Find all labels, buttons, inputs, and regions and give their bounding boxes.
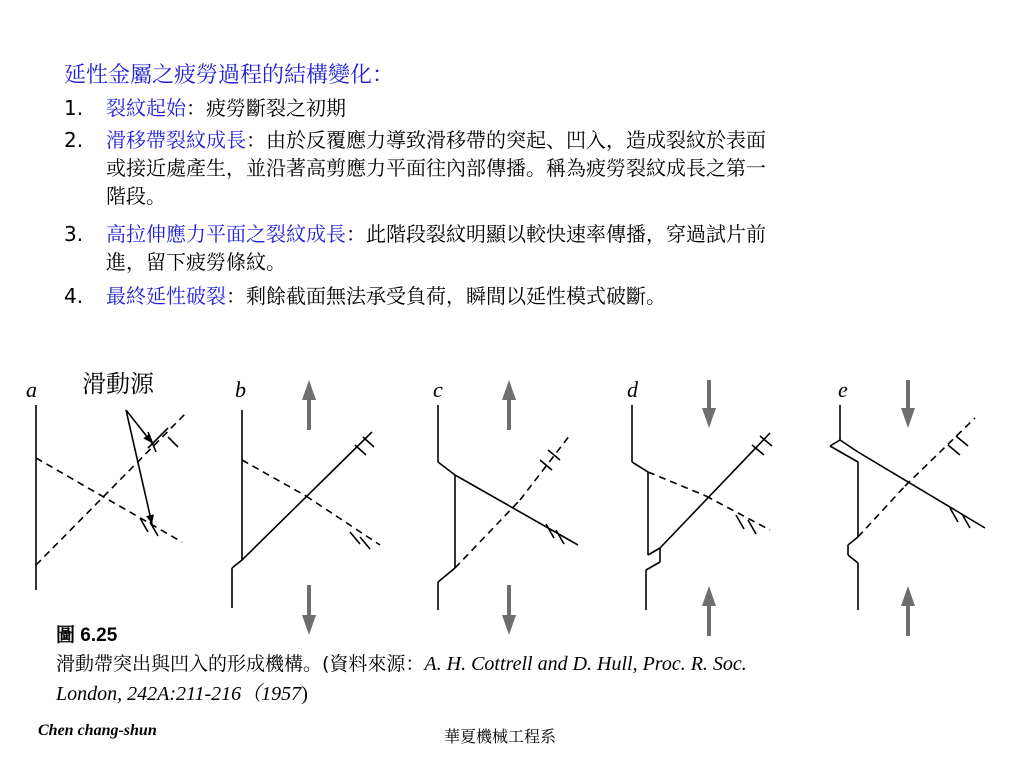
panel-label-b: b <box>235 377 246 402</box>
tension-arrow-down <box>302 585 316 635</box>
panel-e <box>830 405 985 610</box>
item-text: 進，留下疲勞條紋。 <box>106 250 286 274</box>
item-heading: 高拉伸應力平面之裂紋成長 <box>106 222 346 246</box>
panel-d <box>632 405 772 610</box>
slide-title: 延性金屬之疲勞過程的結構變化： <box>64 63 395 88</box>
item-separator: ： <box>226 284 246 308</box>
item-separator: ： <box>246 128 266 152</box>
slip-band-diagram <box>0 360 1024 650</box>
item-text: 由於反覆應力導致滑移帶的突起、凹入，造成裂紋於表面 <box>266 128 766 152</box>
figure-caption-line2 <box>56 680 308 708</box>
panel-label-c: c <box>433 377 443 402</box>
tension-arrow-up <box>502 380 516 430</box>
compression-arrow-down <box>901 380 915 428</box>
compression-arrow-down <box>702 380 716 428</box>
caption-close-paren: ) <box>301 683 308 705</box>
item-number: 1. <box>64 96 84 120</box>
panel-label-d: d <box>627 377 638 402</box>
item-text: 剩餘截面無法承受負荷，瞬間以延性模式破斷。 <box>246 284 666 308</box>
item-text: 疲勞斷裂之初期 <box>206 96 346 120</box>
panel-label-e: e <box>838 377 848 402</box>
caption-citation: A. H. Cottrell and D. Hull, Proc. R. Soc. <box>424 653 747 675</box>
compression-arrow-up <box>901 586 915 636</box>
caption-citation: London, 242A:211-216（1957 <box>56 683 302 705</box>
item-separator: ： <box>186 96 206 120</box>
slip-source-label: 滑動源 <box>82 370 154 398</box>
item-number: 3. <box>64 222 84 246</box>
item-text: 階段。 <box>106 184 166 208</box>
compression-arrow-up <box>702 586 716 636</box>
item-number: 4. <box>64 284 84 308</box>
figure-label: 圖 6.25 <box>56 625 118 646</box>
panel-a <box>36 405 186 590</box>
item-text: 或接近處產生，並沿著高剪應力平面往內部傳播。稱為疲勞裂紋成長之第一 <box>106 156 766 180</box>
item-heading: 滑移帶裂紋成長 <box>106 128 246 152</box>
footer-author: Chen chang-shun <box>38 722 157 739</box>
panel-c <box>438 405 578 610</box>
panel-b <box>232 410 380 608</box>
item-number: 2. <box>64 128 84 152</box>
item-heading: 裂紋起始 <box>106 96 186 120</box>
tension-arrow-down <box>502 585 516 635</box>
caption-text: 滑動帶突出與凹入的形成機構。(資料來源： <box>56 653 425 675</box>
figure-caption-line1 <box>56 650 747 678</box>
item-text: 此階段裂紋明顯以較快速率傳播，穿過試片前 <box>366 222 766 246</box>
tension-arrow-up <box>302 380 316 430</box>
item-separator: ： <box>346 222 366 246</box>
item-heading: 最終延性破裂 <box>106 284 226 308</box>
footer-department: 華夏機械工程系 <box>444 727 557 746</box>
panel-label-a: a <box>26 377 37 402</box>
